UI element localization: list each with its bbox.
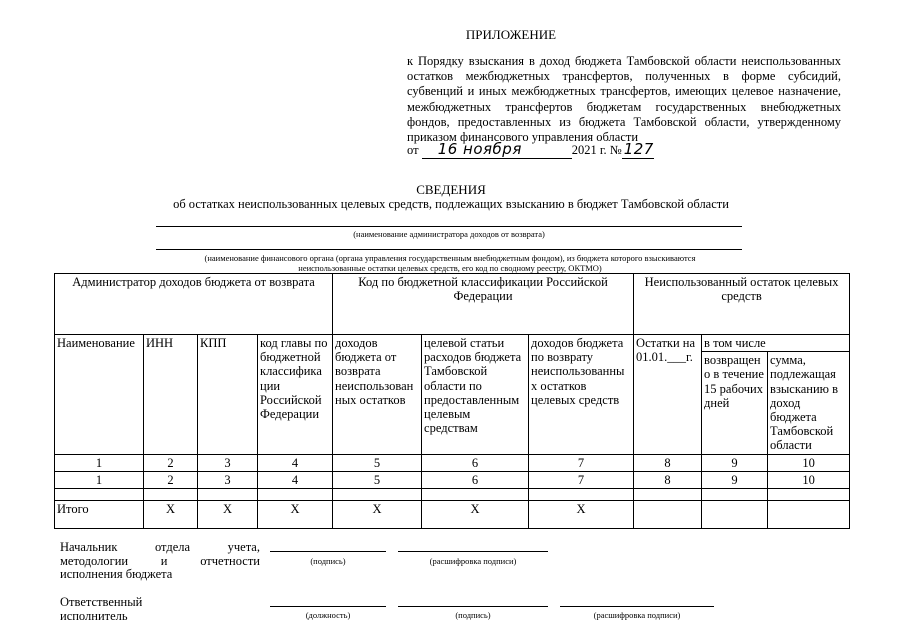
header-income: доходов бюджета от возврата неиспользован ных остатков bbox=[333, 335, 422, 455]
num-cell: 10 bbox=[768, 454, 850, 471]
num-cell: 6 bbox=[422, 454, 529, 471]
num-cell: 7 bbox=[529, 471, 634, 488]
head-decode-line bbox=[398, 551, 548, 552]
exec-position-line bbox=[270, 606, 386, 607]
num-cell: 5 bbox=[333, 454, 422, 471]
header-amount: сумма, подлежащая взысканию в доход бюджета Тамбовской области bbox=[768, 352, 850, 454]
num-cell: 10 bbox=[768, 471, 850, 488]
appendix-body: к Порядку взыскания в доход бюджета Тамбовской области неиспользованных остатков межбюджетных трансфертов, полученных в форме субсидий, субвенций и иных межбюджетных трансфертов, имеющих целевое назначение, межбюджетных трансфертов бюджетам государственных внебюджетных фондов, предоставленных из бюджета Тамбовской области, утвержденному приказом финансового управления области bbox=[407, 54, 841, 145]
num-cell: 5 bbox=[333, 471, 422, 488]
num-cell: 8 bbox=[634, 471, 702, 488]
header-admin: Администратор доходов бюджета от возврата bbox=[55, 274, 333, 335]
num-cell: 1 bbox=[55, 454, 144, 471]
head-label: Начальник отдела учета, методологии и отчетности исполнения бюджета bbox=[60, 540, 260, 581]
num-cell: 3 bbox=[198, 454, 258, 471]
total-row bbox=[55, 501, 850, 529]
total-mark: Х bbox=[333, 501, 422, 529]
exec-signature-line bbox=[398, 606, 548, 607]
fin-organ-line bbox=[156, 249, 742, 250]
admin-caption: (наименование администратора доходов от возврата) bbox=[353, 229, 545, 239]
numbers-row bbox=[55, 454, 850, 471]
exec-decode-line bbox=[560, 606, 714, 607]
num-cell: 8 bbox=[634, 454, 702, 471]
appendix-title: ПРИЛОЖЕНИЕ bbox=[465, 27, 557, 42]
header-kbk: Код по бюджетной классификации Российской Федерации bbox=[333, 274, 634, 335]
header-kpp: КПП bbox=[198, 335, 258, 455]
fin-organ-caption-2: неиспользованные остатки целевых средств, его код по сводному реестру, ОКТМО) bbox=[298, 263, 602, 273]
number-field bbox=[622, 140, 654, 159]
number-handwritten: 127 bbox=[623, 140, 654, 158]
num-cell: 6 bbox=[422, 471, 529, 488]
exec-signature-caption: (подпись) bbox=[455, 610, 491, 620]
year-number-label: 2021 г. № bbox=[571, 143, 622, 157]
total-mark: Х bbox=[258, 501, 333, 529]
total-label: Итого bbox=[55, 501, 144, 529]
total-mark: Х bbox=[144, 501, 198, 529]
document-subtitle: об остатках неиспользованных целевых средств, подлежащих взысканию в бюджет Тамбовской области bbox=[173, 197, 729, 211]
appendix-date-row bbox=[407, 140, 654, 159]
num-cell: 9 bbox=[702, 454, 768, 471]
document-title: СВЕДЕНИЯ bbox=[416, 182, 486, 197]
empty-row bbox=[55, 489, 850, 501]
header-balance: Остатки на 01.01.___г. bbox=[634, 335, 702, 455]
header-return-income: доходов бюджета по возврату неиспользованны х остатков целевых средств bbox=[529, 335, 634, 455]
total-mark: Х bbox=[198, 501, 258, 529]
date-field bbox=[422, 140, 572, 159]
header-chapter-code: код главы по бюджетной классифика ции Российской Федерации bbox=[258, 335, 333, 455]
num-cell: 4 bbox=[258, 471, 333, 488]
header-remainder: Неиспользованный остаток целевых средств bbox=[634, 274, 850, 335]
numbers-row bbox=[55, 471, 850, 488]
header-returned: возвращен о в течение 15 рабочих дней bbox=[702, 352, 768, 454]
header-name: Наименование bbox=[55, 335, 144, 455]
num-cell: 9 bbox=[702, 471, 768, 488]
header-including: в том числе bbox=[702, 335, 850, 352]
from-label: от bbox=[407, 143, 419, 157]
header-inn: ИНН bbox=[144, 335, 198, 455]
date-handwritten: 16 ноября bbox=[437, 140, 522, 158]
total-mark: Х bbox=[422, 501, 529, 529]
total-mark: Х bbox=[529, 501, 634, 529]
exec-decode-caption: (расшифровка подписи) bbox=[593, 610, 681, 620]
num-cell: 2 bbox=[144, 454, 198, 471]
num-cell: 7 bbox=[529, 454, 634, 471]
head-signature-caption: (подпись) bbox=[310, 556, 346, 566]
fin-organ-caption-1: (наименование финансового органа (органа управления государственным внебюджетным фондом), из бюджета которого взыскиваются bbox=[204, 253, 696, 263]
executor-label: Ответственный исполнитель bbox=[60, 595, 143, 623]
exec-position-caption: (должность) bbox=[305, 610, 351, 620]
header-target-item: целевой статьи расходов бюджета Тамбовской области по предоставленным целевым средствам bbox=[422, 335, 529, 455]
num-cell: 1 bbox=[55, 471, 144, 488]
head-signature-line bbox=[270, 551, 386, 552]
num-cell: 3 bbox=[198, 471, 258, 488]
header-row-incl bbox=[55, 335, 850, 352]
num-cell: 4 bbox=[258, 454, 333, 471]
header-row-groups bbox=[55, 274, 850, 335]
admin-line bbox=[156, 226, 742, 227]
head-decode-caption: (расшифровка подписи) bbox=[429, 556, 517, 566]
num-cell: 2 bbox=[144, 471, 198, 488]
data-table bbox=[54, 273, 850, 529]
